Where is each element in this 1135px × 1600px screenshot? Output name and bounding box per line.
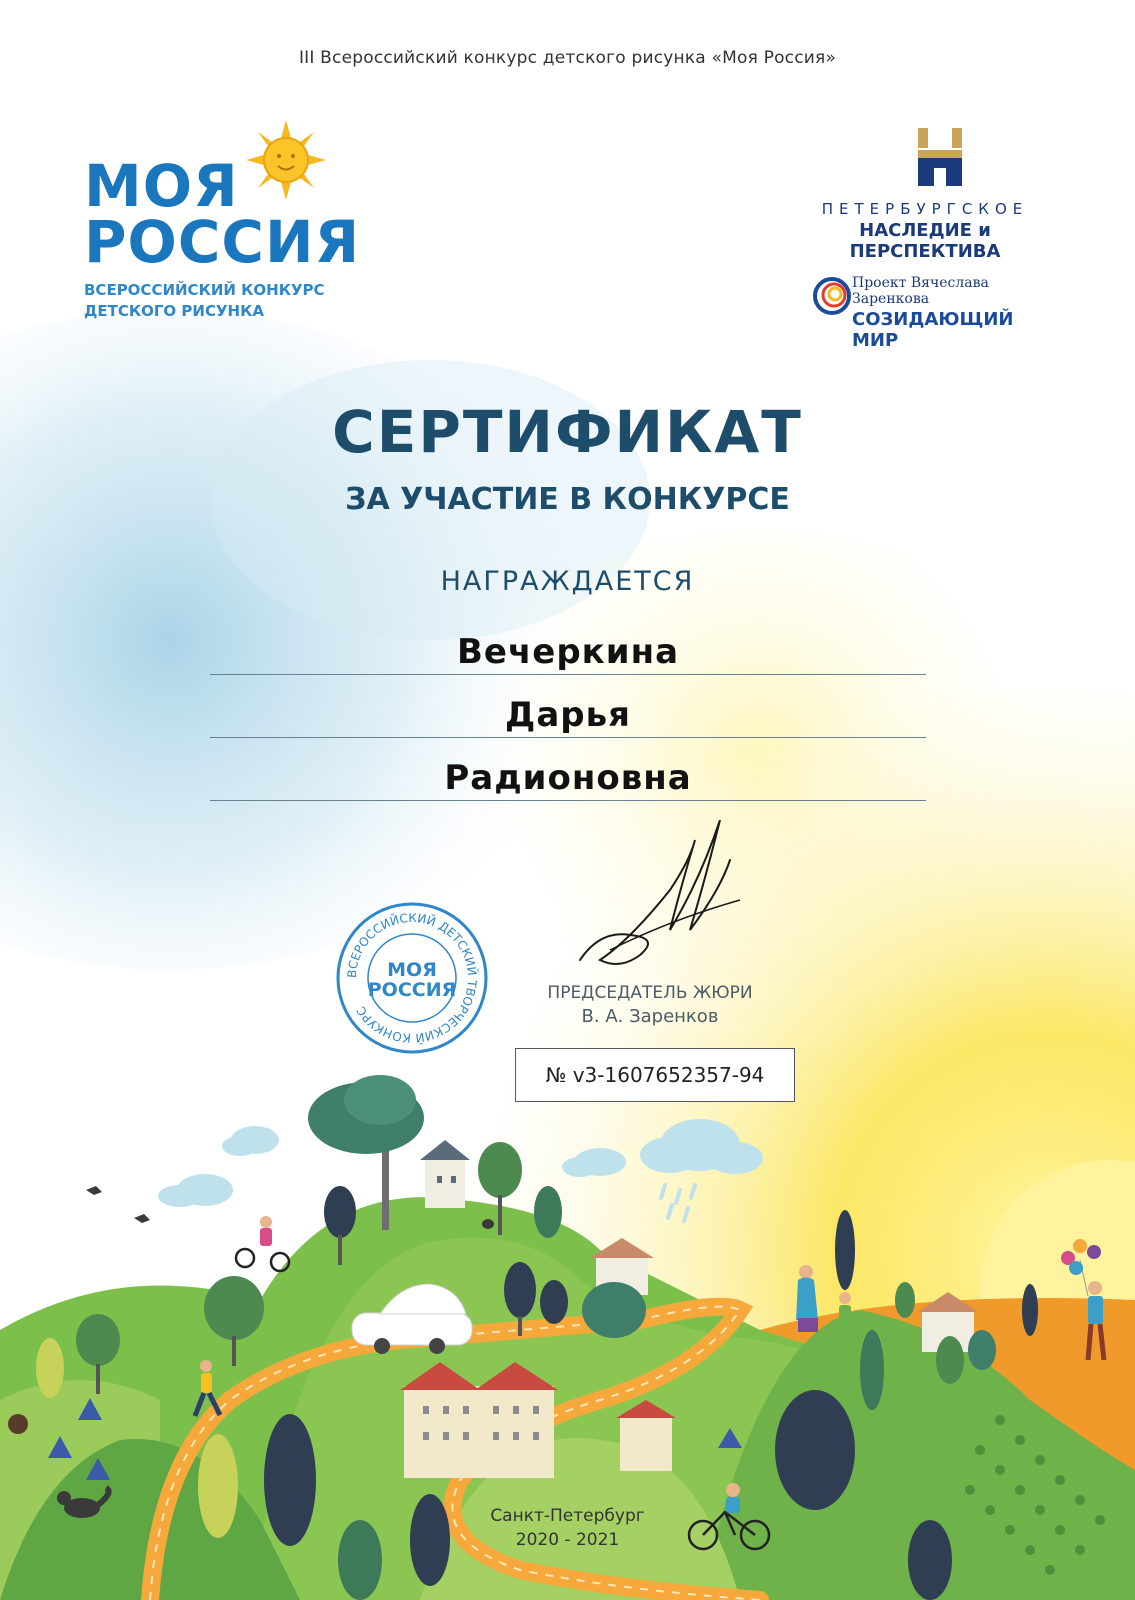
organizer-creating-world (852, 275, 1062, 351)
creating-world-logo-icon (812, 276, 852, 316)
stamp-center-line1: МОЯ (387, 959, 437, 981)
chairman-signature (570, 820, 750, 980)
city-and-years (0, 1504, 1135, 1552)
contest-header: III Всероссийский конкурс детского рисунка «Моя Россия» (298, 48, 837, 68)
organizer-heritage (790, 200, 1060, 262)
stamp-center-line2: РОССИЯ (367, 979, 457, 1001)
jury-chairman-name: В. А. Заренков (581, 1006, 719, 1027)
contest-years: 2020 - 2021 (515, 1530, 620, 1550)
organizer-creating-world-line1: Проект Вячеслава Заренкова (852, 275, 989, 307)
organizer-heritage-line2: НАСЛЕДИЕ и ПЕРСПЕКТИВА (849, 220, 1001, 262)
organizer-creating-world-line2: СОЗИДАЮЩИЙ МИР (852, 309, 1014, 351)
tower-logo-icon (918, 128, 962, 186)
city-name: Санкт-Петербург (490, 1506, 645, 1526)
logo-word-rossiya: РОССИЯ (84, 208, 361, 276)
jury-chairman-role: ПРЕДСЕДАТЕЛЬ ЖЮРИ (547, 983, 753, 1003)
certificate-number: № v3-1607652357-94 (515, 1048, 795, 1102)
certificate-title: СЕРТИФИКАТ (332, 398, 803, 466)
contest-stamp (332, 898, 492, 1058)
logo-subtitle-2: ДЕТСКОГО РИСУНКА (84, 302, 264, 320)
logo-subtitle-1: ВСЕРОССИЙСКИЙ КОНКУРС (84, 281, 325, 299)
stamp-ring-text: ВСЕРОССИЙСКИЙ ДЕТСКИЙ ТВОРЧЕСКИЙ КОНКУРС (344, 910, 480, 1046)
awarded-label: НАГРАЖДАЕТСЯ (440, 566, 695, 597)
recipient-surname: Вечеркина (210, 630, 926, 675)
recipient-first-name: Дарья (210, 693, 926, 738)
recipient-patronymic: Радионовна (210, 756, 926, 801)
jury-chairman (500, 983, 800, 1027)
certificate-subtitle: ЗА УЧАСТИЕ В КОНКУРСЕ (345, 482, 790, 517)
sun-icon (246, 120, 326, 200)
organizer-heritage-line1: ПЕТЕРБУРГСКОЕ (821, 200, 1029, 218)
logo-word-moya: МОЯ (84, 152, 239, 220)
